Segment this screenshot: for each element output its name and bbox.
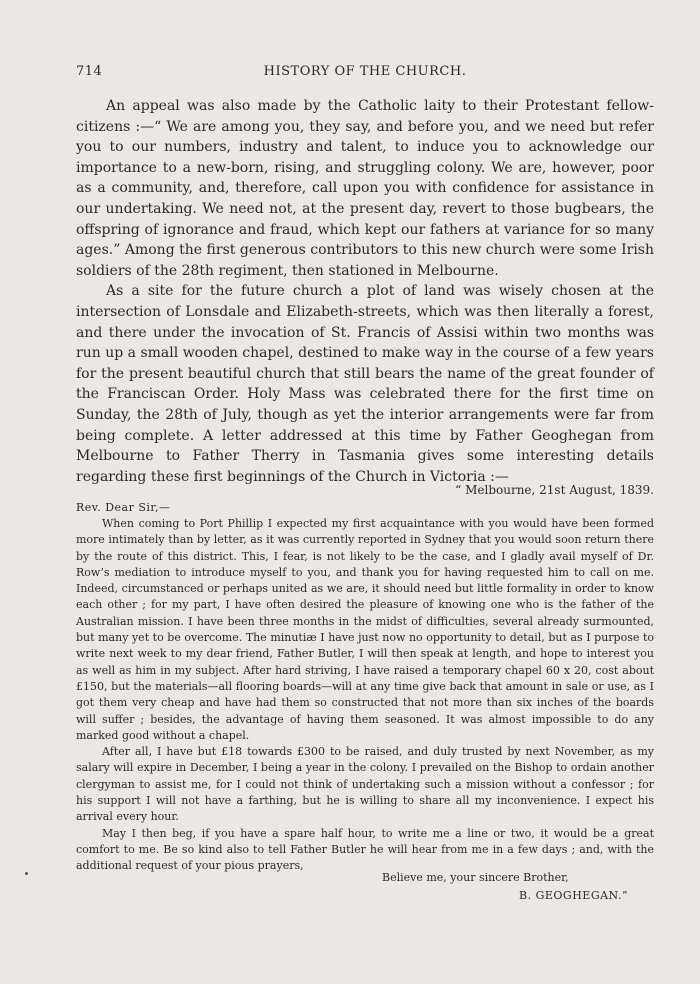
running-head: HISTORY OF THE CHURCH. [263, 64, 467, 79]
letter-dateline: “ Melbourne, 21st August, 1839. [455, 483, 654, 497]
quoted-letter [76, 500, 654, 875]
letter-signature: B. GEOGHEGAN.” [519, 889, 629, 902]
paragraph-site: As a site for the future church a plot of land was wisely chosen at the intersection of Lonsdale and Elizabeth-streets, which was then literally a forest, and there under the invocation of St. Francis of Assisi within two months was run up a small wooden chapel, destined to make way in the course of a few years for the present beautiful church that still bears the name of the great founder of the Franciscan Order. Holy Mass was celebrated there for the first time on Sunday, the 28th of July, though as yet the interior arrangements were far from being complete. A letter addressed at this time by Father Geoghegan from Melbourne to Father Therry in Tasmania gives some interesting details regarding these first beginnings of the Church in Victoria :— [76, 283, 654, 485]
letter-paragraph-2: After all, I have but £18 towards £300 to be raised, and duly trusted by next November, as my salary will expire in December, I being a year in the colony. I prevailed on the Bishop to ordain another clergyman to assist me, for I could not think of undertaking such a mission without a confessor ; for his support I will not have a farthing, but he is willing to share all my inconvenience. I expect his arrival every hour. [76, 745, 654, 824]
paragraph-appeal: An appeal was also made by the Catholic laity to their Protestant fellow-citizens :—“ We are among you, they say, and before you, and we need but refer you to our numbers, industry and talent, to induce you to acknowledge our importance to a new-born, rising, and struggling colony. We are, however, poor as a community, and, therefore, call upon you with confidence for assistance in our undertaking. We need not, at the present day, revert to those bugbears, the offspring of ignorance and fraud, which kept our fathers at variance for so many ages.” Among the first generous contributors to this new church were some Irish soldiers of the 28th regiment, then stationed in Melbourne. [76, 98, 654, 279]
letter-paragraph-3: May I then beg, if you have a spare half hour, to write me a line or two, it would be a great comfort to me. Be so kind also to tell Father Butler he will hear from me in a few days ; and, with the additional request of your pious prayers, [76, 826, 654, 873]
letter-closing: Believe me, your sincere Brother, [382, 871, 569, 884]
letter-salutation: Rev. Dear Sir,— [76, 501, 171, 514]
paper-speck [25, 872, 28, 875]
page-number: 714 [76, 64, 103, 79]
letter-paragraph-1: When coming to Port Phillip I expected my first acquaintance with you would have been formed more intimately than by letter, as it was currently reported in Sydney that you would soon return there by the route of this district. This, I fear, is not likely to be the case, and I gladly avail myself of Dr. Row’s mediation to introduce myself to you, and thank you for having requested him to call on me. Indeed, circumstanced or perhaps united as we are, it should need but little formality in order to know each other ; for my part, I have often desired the pleasure of knowing one who is the father of the Australian mission. I have been three months in the midst of difficulties, several already surmounted, but many yet to be overcome. The minutiæ I have just now no opportunity to detail, but as I purpose to write next week to my dear friend, Father Butler, I will then speak at length, and hope to interest you as well as him in my subject. After hard striving, I have raised a temporary chapel 60 x 20, cost about £150, but the materials—all flooring boards—will at any time give back that amount in sale or use, as I got them very cheap and have had them so constructed that not more than six inches of the boards will suffer ; besides, the advantage of having them seasoned. It was almost impossible to do any marked good without a chapel. [76, 517, 654, 742]
page-header [76, 64, 654, 84]
main-text [76, 96, 654, 487]
